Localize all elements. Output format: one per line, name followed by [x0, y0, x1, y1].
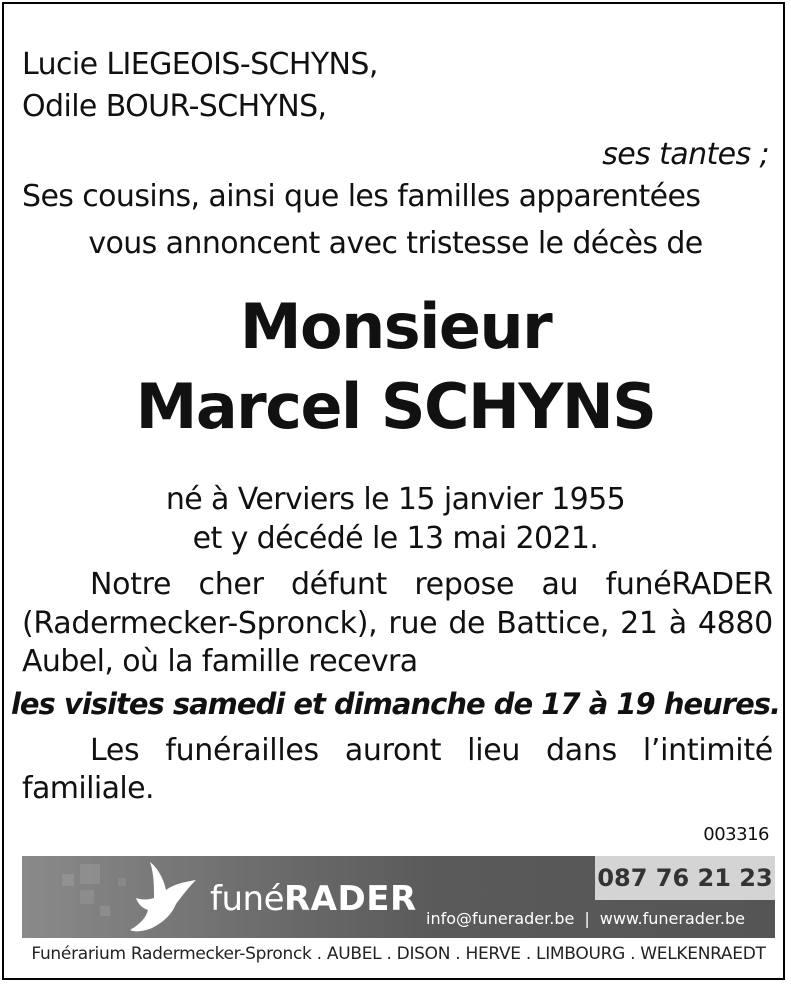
- decor-square: [100, 906, 110, 916]
- decor-square: [80, 890, 94, 904]
- death-notice: [2, 2, 785, 980]
- repose-line-2: (Radermecker-Spronck), rue de Battice, 21 à 4880: [22, 606, 773, 641]
- deceased-title: Monsieur: [239, 290, 552, 363]
- repose-line-3: Aubel, où la famille recevra: [22, 644, 418, 679]
- family-line-4: vous annoncent avec tristesse le décès de: [88, 226, 703, 261]
- funeral-line-2: familiale.: [22, 771, 154, 806]
- funerarium-locations: Funérarium Radermecker-Spronck . AUBEL . DISON . HERVE . LIMBOURG . WELKENRAEDT: [31, 944, 766, 964]
- visits-line: les visites samedi et dimanche de 17 à 19 heures.: [10, 687, 781, 721]
- decor-square: [62, 874, 74, 886]
- family-line-2: Odile BOUR-SCHYNS,: [22, 89, 327, 124]
- family-line-1: Lucie LIEGEOIS-SCHYNS,: [22, 47, 378, 82]
- phone-number: 087 76 21 23: [595, 856, 775, 900]
- birth-line: né à Verviers le 15 janvier 1955: [165, 482, 626, 517]
- repose-line-1: Notre cher défunt repose au funéRADER: [90, 567, 773, 602]
- dove-icon: [124, 858, 214, 934]
- contact-line: info@funerader.be | www.funerader.be: [426, 909, 745, 928]
- website-link[interactable]: www.funerader.be: [599, 909, 745, 928]
- relation-label: ses tantes ;: [602, 137, 769, 172]
- funeral-line-1: Les funérailles auront lieu dans l’intimité: [90, 733, 773, 768]
- funerader-logo-text: funéRADER: [210, 879, 417, 919]
- family-line-3: Ses cousins, ainsi que les familles apparentées: [22, 179, 701, 214]
- reference-number: 003316: [703, 824, 769, 845]
- decor-square: [80, 864, 100, 884]
- death-line: et y décédé le 13 mai 2021.: [192, 521, 599, 556]
- deceased-name: Marcel SCHYNS: [135, 370, 656, 443]
- funerader-ad-banner: [22, 856, 775, 938]
- email-link[interactable]: info@funerader.be: [426, 909, 575, 928]
